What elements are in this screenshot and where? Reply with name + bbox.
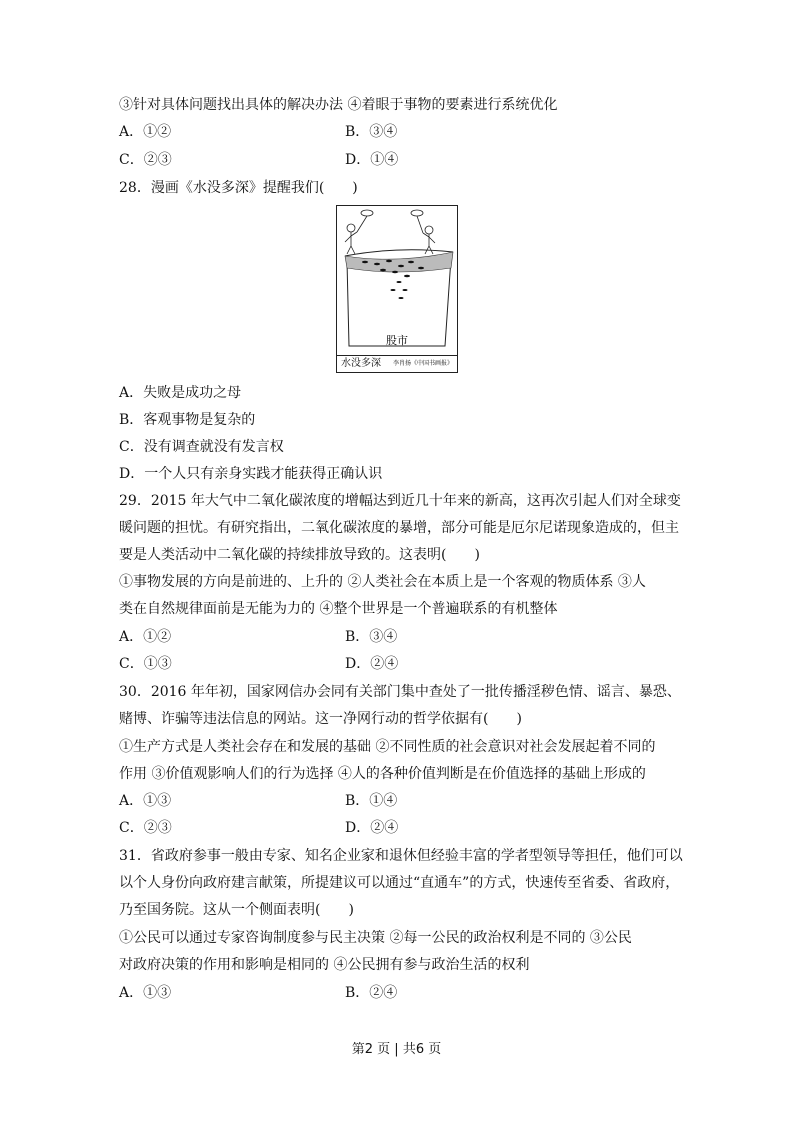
q28-option-a: A．失败是成功之母 [119,385,242,401]
q31-items-1: ①公民可以通过专家咨询制度参与民主决策 ②每一公民的政治权利是不同的 ③公民 [119,930,632,946]
q27-items-line: ③针对具体问题找出具体的解决办法 ④着眼于事物的要素进行系统优化 [119,97,558,113]
q31-option-a: A．①③ [119,985,172,1001]
q28-option-d: D．一个人只有亲身实践才能获得正确认识 [119,466,383,482]
q29-stem-2: 暖问题的担忧。有研究指出，二氧化碳浓度的暴增，部分可能是厄尔尼诺现象造成的，但主 [119,520,679,536]
figure-credit: 李肖扬《中国书画报》 [392,360,453,367]
cartoon-drawing [337,206,457,356]
q30-option-d: D．②④ [345,820,399,836]
q29-items-1: ①事物发展的方向是前进的、上升的 ②人类社会在本质上是一个客观的物质体系 ③人 [119,574,646,590]
q28-option-b: B．客观事物是复杂的 [119,412,256,428]
stock-label: 股市 [386,334,408,347]
q29-option-b: B．③④ [345,629,398,645]
q31-stem-1: 31．省政府参事一般由专家、知名企业家和退休但经验丰富的学者型领导等担任，他们可以 [119,848,683,864]
q27-option-b: B．③④ [345,124,398,140]
q30-option-a: A．①③ [119,793,172,809]
q29-option-d: D．②④ [345,656,399,672]
q30-stem-1: 30．2016 年年初，国家网信办会同有关部门集中查处了一批传播淫秽色情、谣言、暴恐、 [119,684,681,700]
q31-option-b: B．②④ [345,985,398,1001]
q29-stem-3: 要是人类活动中二氧化碳的持续排放导致的。这表明( ) [119,547,480,563]
q29-option-c: C．①③ [119,656,172,672]
page-footer: 第2 页 | 共6 页 [351,1042,442,1057]
q31-items-2: 对政府决策的作用和影响是相同的 ④公民拥有参与政治生活的权利 [119,957,530,973]
q31-stem-2: 以个人身份向政府建言献策，所提建议可以通过“直通车”的方式，快速传至省委、省政府， [119,875,680,891]
q29-items-2: 类在自然规律面前是无能为力的 ④整个世界是一个普遍联系的有机整体 [119,601,558,617]
q31-stem-3: 乃至国务院。这从一个侧面表明( ) [119,902,354,918]
q30-stem-2: 赌博、诈骗等违法信息的网站。这一净网行动的哲学依据有( ) [119,711,522,727]
q27-option-c: C．②③ [119,152,172,168]
q30-items-2: 作用 ③价值观影响人们的行为选择 ④人的各种价值判断是在价值选择的基础上形成的 [119,766,646,782]
q27-option-a: A．①② [119,124,172,140]
q29-option-a: A．①② [119,629,172,645]
q30-items-1: ①生产方式是人类社会存在和发展的基础 ②不同性质的社会意识对社会发展起着不同的 [119,739,656,755]
cartoon-figure [336,205,458,373]
figure-title: 水没多深 [341,358,381,369]
q29-stem-1: 29．2015 年大气中二氧化碳浓度的增幅达到近几十年来的新高，这再次引起人们对全球变 [119,493,681,509]
q28-option-c: C．没有调查就没有发言权 [119,439,284,455]
q30-option-b: B．①④ [345,793,398,809]
figure-caption [337,355,457,372]
q30-option-c: C．②③ [119,820,172,836]
q28-stem: 28．漫画《水没多深》提醒我们( ) [119,180,358,196]
q27-option-d: D．①④ [345,152,399,168]
